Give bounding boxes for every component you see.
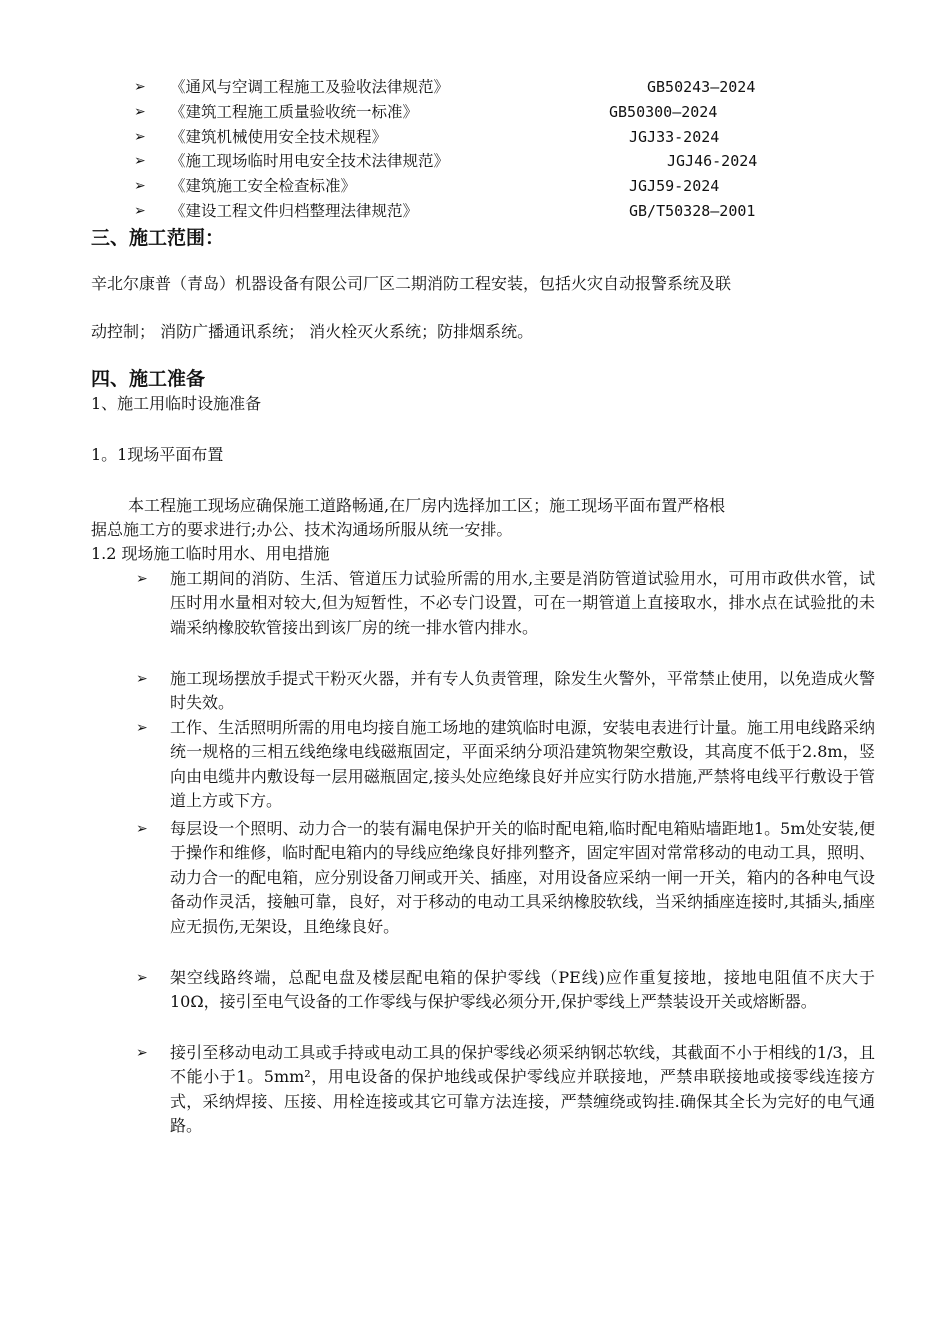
- bullet-text: 工作、生活照明所需的用电均接自施工场地的建筑临时电源，安装电表进行计量。施工用电线路采纳统一规格的三相五线绝缘电线磁瓶固定，平面采纳分项沿建筑物架空敷设，其高度不低于2.8m，竖向由电缆井内敷设每一层用磁瓶固定,接头处应绝缘良好并应实行防水措施,严禁将电线平行敷设于管道上方或下方。: [170, 718, 875, 811]
- section-heading: 三、施工范围：: [91, 227, 225, 249]
- standard-title: 《建筑工程施工质量验收统一标准》: [170, 103, 419, 121]
- standard-code: JGJ33-2024: [629, 128, 720, 146]
- bullet-arrow-icon: ➢: [136, 720, 148, 736]
- bullet-arrow-icon: ➢: [136, 671, 148, 687]
- bullet-arrow-icon: ➢: [134, 129, 146, 145]
- subheading: 1。1现场平面布置: [91, 445, 224, 464]
- bullet-text: 接引至移动电动工具或手持或电动工具的保护零线必须采纳钢芯软线，其截面不小于相线的1/3，且不能小于1。5mm²，用电设备的保护地线或保护零线应并联接地，严禁串联接地或接零线连接方式，采纳焊接、压接、用栓连接或其它可靠方法连接，严禁缠绕或钩挂.确保其全长为完好的电气通路。: [170, 1043, 875, 1136]
- standard-code: JGJ46-2024: [667, 152, 758, 170]
- subheading: 1、施工用临时设施准备: [91, 394, 262, 413]
- standard-title: 《施工现场临时用电安全技术法律规范》: [170, 152, 450, 170]
- paragraph-line: 据总施工方的要求进行;办公、技术沟通场所服从统一安排。: [91, 520, 513, 539]
- bullet-text: 架空线路终端，总配电盘及楼层配电箱的保护零线（PE线)应作重复接地，接地电阻值不庆大于10Ω，接引至电气设备的工作零线与保护零线必须分开,保护零线上严禁装设开关或熔断器。: [170, 968, 875, 1012]
- bullet-arrow-icon: ➢: [136, 1045, 148, 1061]
- bullet-arrow-icon: ➢: [136, 571, 148, 587]
- bullet-arrow-icon: ➢: [136, 970, 148, 986]
- standard-title: 《通风与空调工程施工及验收法律规范》: [170, 78, 450, 96]
- standard-code: GB50300—2024: [609, 103, 718, 121]
- standard-title: 《建筑机械使用安全技术规程》: [170, 128, 388, 146]
- standard-code: GB/T50328—2001: [629, 202, 756, 220]
- bullet-arrow-icon: ➢: [134, 203, 146, 219]
- bullet-arrow-icon: ➢: [134, 79, 146, 95]
- bullet-arrow-icon: ➢: [136, 821, 148, 837]
- bullet-arrow-icon: ➢: [134, 178, 146, 194]
- standard-code: GB50243—2024: [647, 78, 756, 96]
- bullet-text: 每层设一个照明、动力合一的装有漏电保护开关的临时配电箱,临时配电箱贴墙距地1。5m处安装,便于操作和维修，临时配电箱内的导线应绝缘良好排列整齐，固定牢固对常常移动的电动工具，照明、动力合一的配电箱，应分别设备刀闸或开关、插座，对用设备应采纳一闸一开关，箱内的各种电气设备动作灵活，接触可靠，良好，对于移动的电动工具采纳橡胶软线，当采纳插座连接时,其插头,插座应无损伤,无架设，且绝缘良好。: [170, 819, 875, 936]
- section-heading: 四、施工准备: [91, 368, 206, 390]
- standard-code: JGJ59-2024: [629, 177, 720, 195]
- standard-title: 《建筑施工安全检查标准》: [170, 177, 357, 195]
- standard-title: 《建设工程文件归档整理法律规范》: [170, 202, 419, 220]
- paragraph-line: 动控制； 消防广播通讯系统； 消火栓灭火系统；防排烟系统。: [91, 322, 534, 341]
- bullet-text: 施工期间的消防、生活、管道压力试验所需的用水,主要是消防管道试验用水，可用市政供水管，试压时用水量相对较大,但为短暂性，不必专门设置，可在一期管道上直接取水，排水点在试验批的未端采纳橡胶软管接出到该厂房的统一排水管内排水。: [170, 569, 875, 637]
- bullet-arrow-icon: ➢: [134, 104, 146, 120]
- bullet-text: 施工现场摆放手提式干粉灭火器，并有专人负责管理，除发生火警外，平常禁止使用，以免造成火警时失效。: [170, 669, 875, 713]
- paragraph-line: 辛北尔康普（青岛）机器设备有限公司厂区二期消防工程安装，包括火灾自动报警系统及联: [91, 274, 732, 293]
- bullet-arrow-icon: ➢: [134, 153, 146, 169]
- paragraph-line: 本工程施工现场应确保施工道路畅通,在厂房内选择加工区；施工现场平面布置严格根: [128, 496, 726, 515]
- subheading: 1.2 现场施工临时用水、用电措施: [91, 544, 330, 563]
